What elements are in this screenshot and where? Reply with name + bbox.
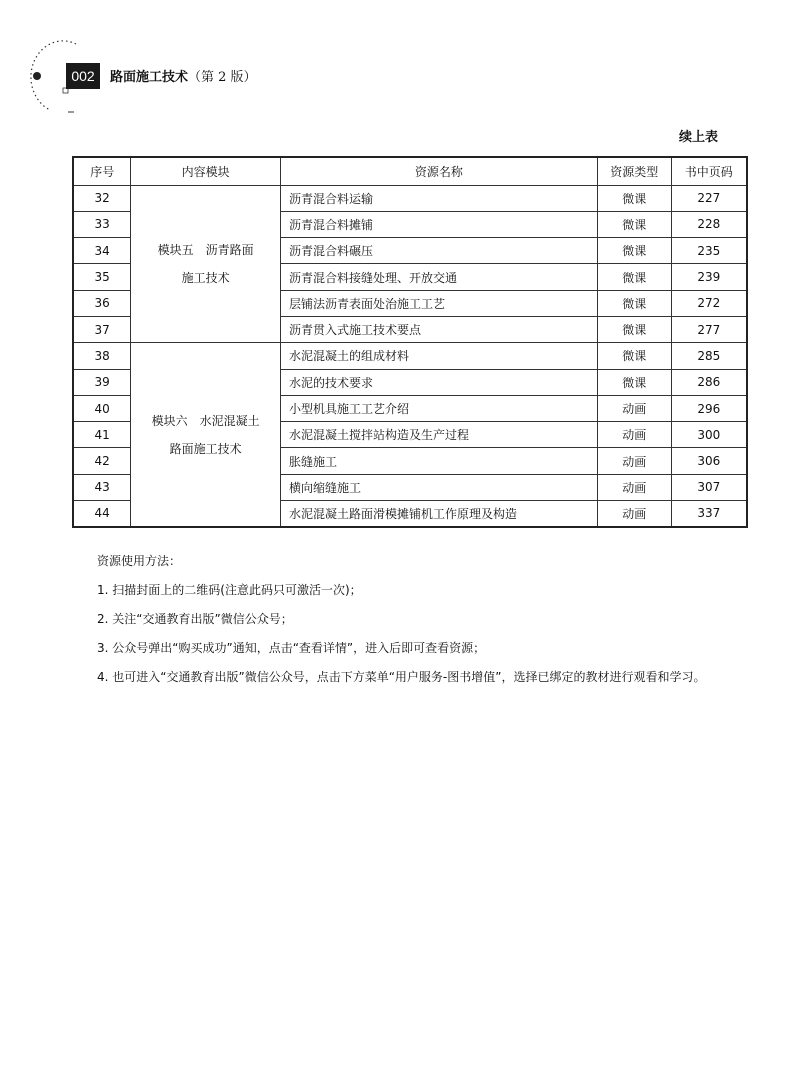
row-number: 43 [73, 474, 131, 500]
resource-type: 动画 [597, 422, 671, 448]
page-ref: 286 [671, 369, 747, 395]
resource-type: 微课 [597, 290, 671, 316]
col-header-module: 内容模块 [131, 157, 281, 185]
row-number: 41 [73, 422, 131, 448]
module-name-line2: 施工技术 [181, 270, 230, 285]
module-name-line2: 路面施工技术 [169, 441, 242, 456]
resource-type: 微课 [597, 185, 671, 211]
resource-name: 水泥混凝土搅拌站构造及生产过程 [280, 422, 597, 448]
col-header-resource-name: 资源名称 [280, 157, 597, 185]
book-title: 路面施工技术 [110, 70, 189, 85]
row-number: 34 [73, 238, 131, 264]
resource-name: 沥青混合料运输 [280, 185, 597, 211]
page-ref: 307 [671, 474, 747, 500]
module-name-line1: 模块五 沥青路面 [157, 242, 254, 257]
page-ref: 277 [671, 316, 747, 342]
resource-name: 沥青贯入式施工技术要点 [280, 316, 597, 342]
row-number: 35 [73, 264, 131, 290]
resource-type: 微课 [597, 238, 671, 264]
resource-type: 动画 [597, 474, 671, 500]
resource-type: 微课 [597, 369, 671, 395]
notes-title: 资源使用方法： [97, 554, 182, 568]
book-edition: （第 2 版） [188, 70, 257, 85]
note-item: 3. 公众号弹出“购买成功”通知，点击“查看详情”，进入后即可查看资源； [97, 641, 486, 655]
row-number: 44 [73, 501, 131, 527]
resource-name: 小型机具施工工艺介绍 [280, 395, 597, 421]
row-number: 42 [73, 448, 131, 474]
col-header-number: 序号 [73, 157, 131, 185]
col-header-resource-type: 资源类型 [597, 157, 671, 185]
resource-name: 层铺法沥青表面处治施工工艺 [280, 290, 597, 316]
note-item: 4. 也可进入“交通教育出版”微信公众号，点击下方菜单“用户服务-图书增值”，选择已绑定的教材进行观看和学习。 [97, 670, 706, 684]
resource-name: 水泥混凝土路面滑模摊铺机工作原理及构造 [280, 501, 597, 527]
resource-name: 横向缩缝施工 [280, 474, 597, 500]
row-number: 39 [73, 369, 131, 395]
note-item: 1. 扫描封面上的二维码(注意此码只可激活一次)； [97, 583, 362, 597]
running-head [110, 66, 257, 85]
table-row [73, 185, 747, 211]
resource-type: 动画 [597, 395, 671, 421]
page-ref: 306 [671, 448, 747, 474]
note-item: 2. 关注“交通教育出版”微信公众号； [97, 612, 293, 626]
resource-name: 沥青混合料摊铺 [280, 211, 597, 237]
page-ref: 272 [671, 290, 747, 316]
page-ref: 285 [671, 343, 747, 369]
page-ref: 235 [671, 238, 747, 264]
resource-name: 胀缝施工 [280, 448, 597, 474]
row-number: 40 [73, 395, 131, 421]
table-header-row [73, 157, 747, 185]
resource-name: 水泥的技术要求 [280, 369, 597, 395]
page-ref: 296 [671, 395, 747, 421]
row-number: 32 [73, 185, 131, 211]
resource-name: 沥青混合料碾压 [280, 238, 597, 264]
resource-name: 沥青混合料接缝处理、开放交通 [280, 264, 597, 290]
page-ref: 300 [671, 422, 747, 448]
resource-type: 微课 [597, 211, 671, 237]
row-number: 37 [73, 316, 131, 342]
continued-label: 续上表 [678, 130, 718, 145]
usage-notes [97, 552, 705, 697]
page-number: 002 [66, 63, 100, 89]
resource-table [72, 156, 748, 528]
module-name-line1: 模块六 水泥混凝土 [151, 413, 260, 428]
row-number: 33 [73, 211, 131, 237]
module-cell [131, 343, 281, 527]
page-ref: 227 [671, 185, 747, 211]
row-number: 38 [73, 343, 131, 369]
page-ref: 239 [671, 264, 747, 290]
resource-name: 水泥混凝土的组成材料 [280, 343, 597, 369]
resource-type: 微课 [597, 264, 671, 290]
resource-type: 动画 [597, 448, 671, 474]
resource-type: 微课 [597, 343, 671, 369]
row-number: 36 [73, 290, 131, 316]
col-header-page: 书中页码 [671, 157, 747, 185]
module-cell [131, 185, 281, 343]
resource-type: 微课 [597, 316, 671, 342]
resource-type: 动画 [597, 501, 671, 527]
page-ref: 228 [671, 211, 747, 237]
page-ref: 337 [671, 501, 747, 527]
table-row [73, 343, 747, 369]
